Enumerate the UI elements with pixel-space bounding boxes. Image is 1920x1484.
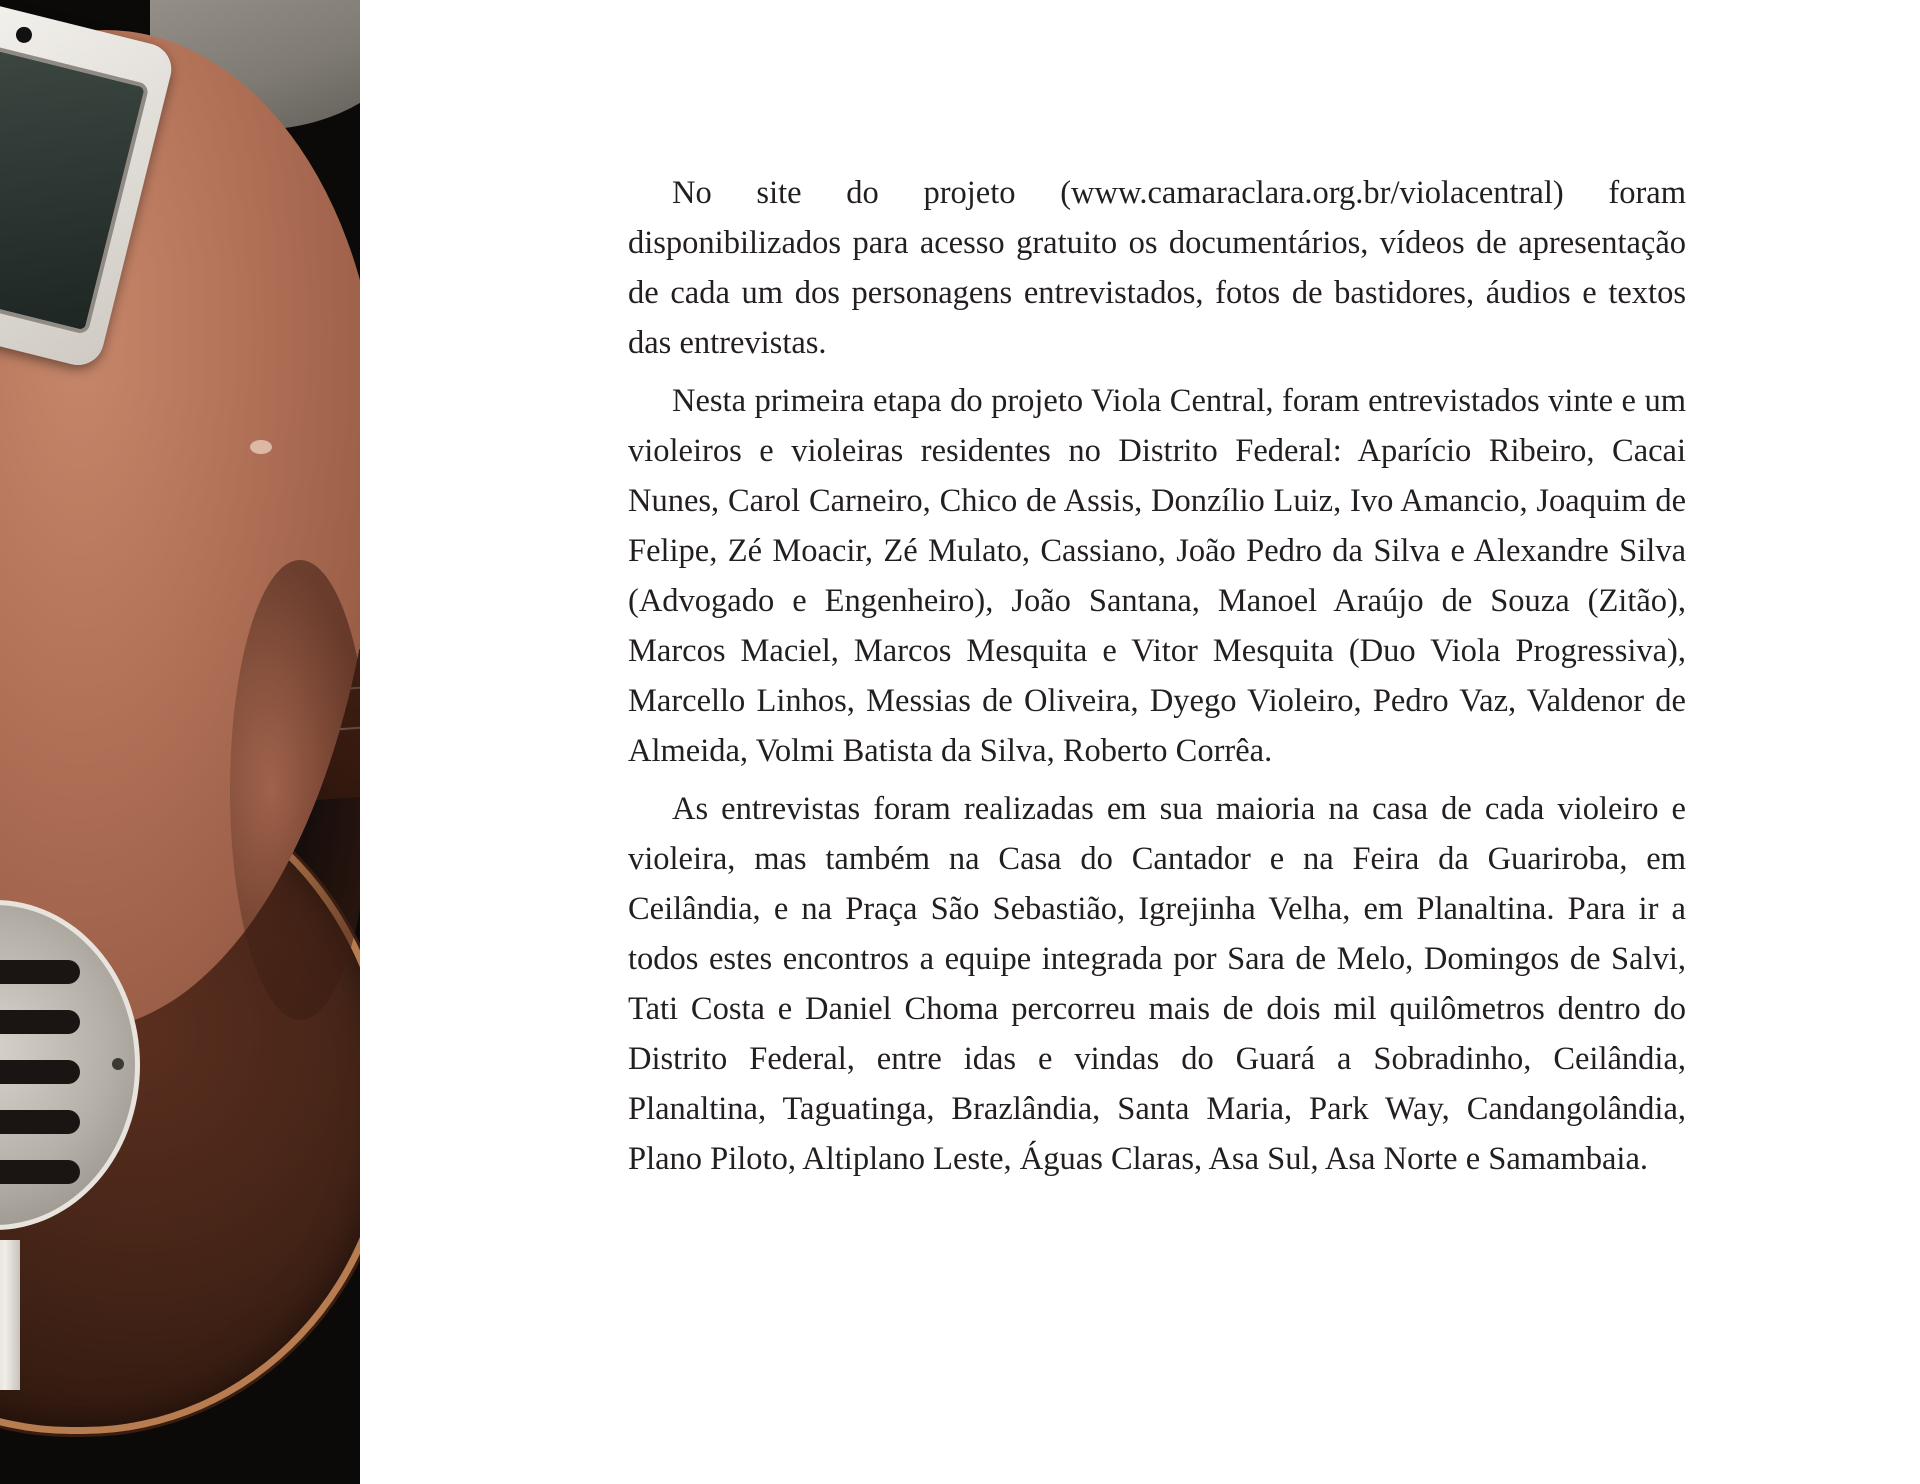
body-text bbox=[628, 168, 1686, 1192]
pickup-slot bbox=[0, 1010, 80, 1034]
paragraph-interviewees: Nesta primeira etapa do projeto Viola Central, foram entrevistados vinte e um violeiros e violeiras residentes no Distrito Federal: Aparício Ribeiro, Cacai Nunes, Carol Carneiro, Chico de Assis, Donzílio Luiz, Ivo Amancio, Joaquim de Felipe, Zé Moacir, Zé Mulato, Cassiano, João Pedro da Silva e Alexandre Silva (Advogado e Engenheiro), João Santana, Manoel Araújo de Souza (Zitão), Marcos Maciel, Marcos Mesquita e Vitor Mesquita (Duo Viola Progressiva), Marcello Linhos, Messias de Oliveira, Dyego Violeiro, Pedro Vaz, Valdenor de Almeida, Volmi Batista da Silva, Roberto Corrêa. bbox=[628, 383, 1686, 769]
pickup-slot bbox=[0, 1110, 80, 1134]
skin-mark bbox=[250, 440, 272, 454]
photo-viola-player bbox=[0, 0, 360, 1484]
pickup-slot bbox=[0, 1160, 80, 1184]
paragraph-site: No site do projeto (www.camaraclara.org.br/violacentral) foram disponibilizados para acesso gratuito os documentários, vídeos de apresentação de cada um dos personagens entrevistados, fotos de bastidores, áudios e textos das entrevistas. bbox=[628, 175, 1686, 361]
pickup-slot bbox=[0, 1060, 80, 1084]
pickup-screw bbox=[112, 1058, 124, 1070]
watch-camera bbox=[14, 25, 33, 44]
pickup-slot bbox=[0, 960, 80, 984]
microphone-stem bbox=[0, 1240, 20, 1390]
paragraph-locations: As entrevistas foram realizadas em sua maioria na casa de cada violeiro e violeira, mas também na Casa do Cantador e na Feira da Guariroba, em Ceilândia, e na Praça São Sebastião, Igrejinha Velha, em Planaltina. Para ir a todos estes encontros a equipe integrada por Sara de Melo, Domingos de Salvi, Tati Costa e Daniel Choma percorreu mais de dois mil quilômetros dentro do Distrito Federal, entre idas e vindas do Guará a Sobradinho, Ceilândia, Planaltina, Taguatinga, Brazlândia, Santa Maria, Park Way, Candangolândia, Plano Piloto, Altiplano Leste, Águas Claras, Asa Sul, Asa Norte e Samambaia. bbox=[628, 791, 1686, 1177]
hand-shadow bbox=[230, 560, 360, 1020]
